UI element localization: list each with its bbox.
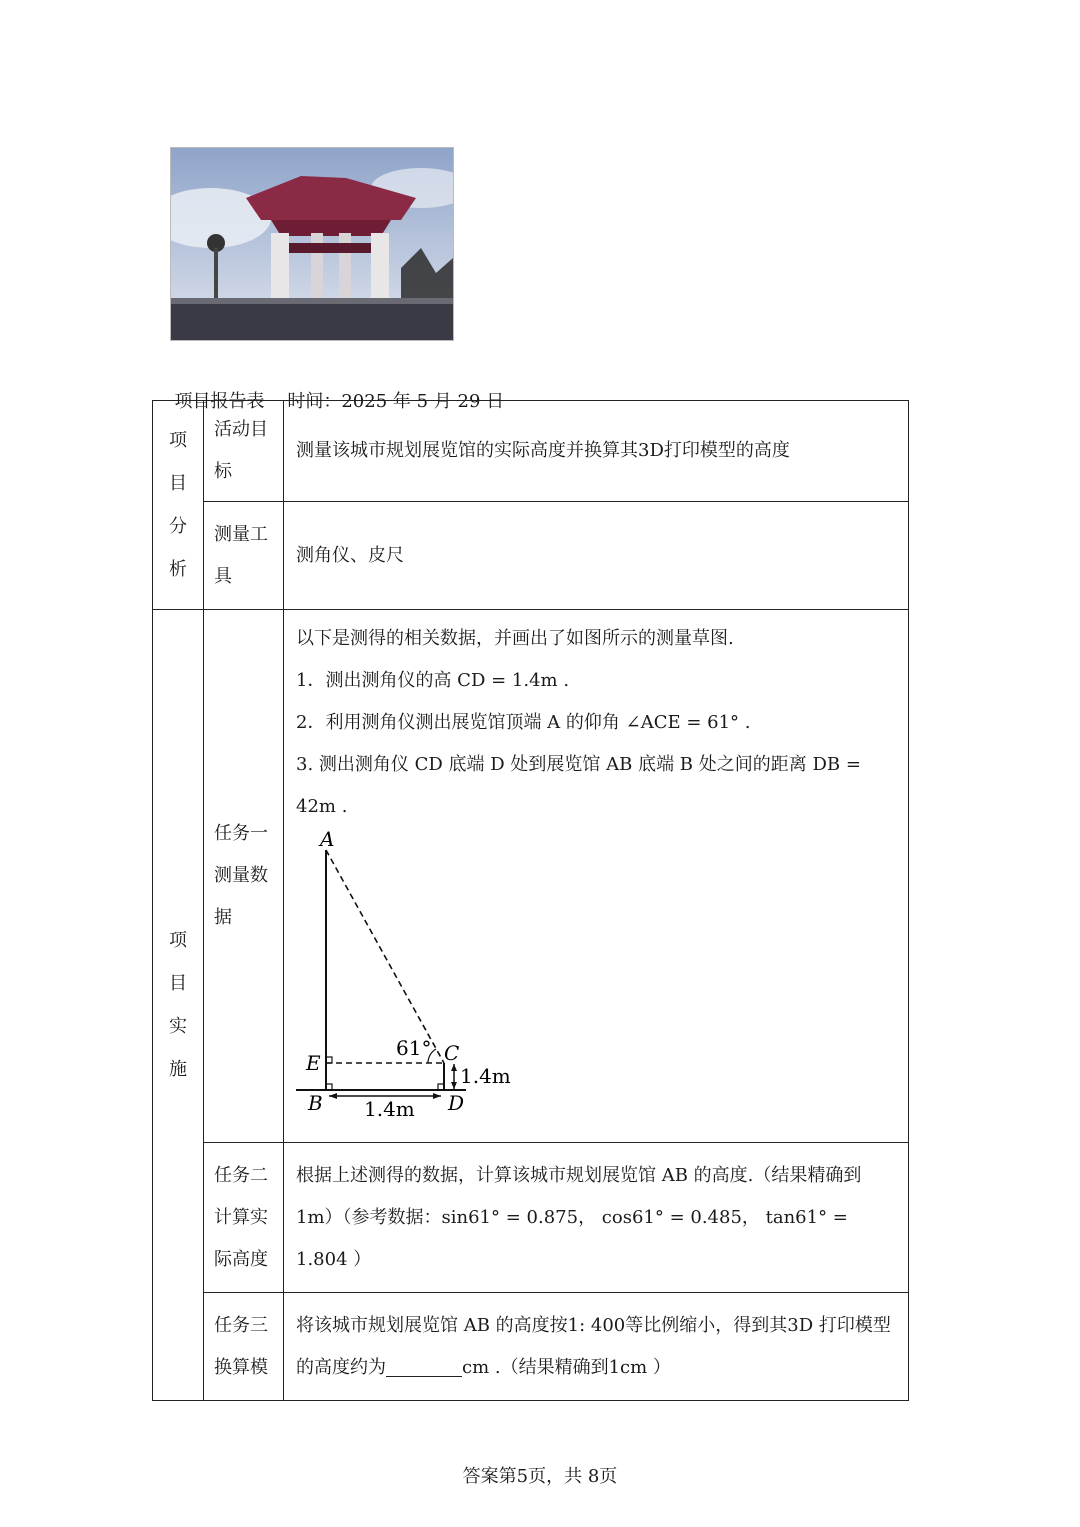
task1-item-1: 1．测出测角仪的高 CD = 1.4m .: [296, 670, 570, 691]
tools-text: 测角仪、皮尺: [284, 502, 909, 610]
sight-line-ac: [326, 850, 444, 1063]
task3-text-after: cm .（结果精确到1cm ）: [462, 1356, 671, 1378]
task1-item-3: 3. 测出测角仪 CD 底端 D 处到展览馆 AB 底端 B 处之间的距离 DB = 42m .: [296, 754, 861, 817]
implementation-label: 项 目 实 施: [153, 610, 204, 1401]
task1-label: 任务一测量数据: [204, 610, 284, 1143]
label-e: E: [306, 1051, 321, 1075]
goal-text: 测量该城市规划展览馆的实际高度并换算其3D打印模型的高度: [284, 401, 909, 502]
goal-label: 活动目标: [204, 401, 284, 502]
task1-intro: 以下是测得的相关数据，并画出了如图所示的测量草图.: [296, 628, 734, 649]
answer-blank[interactable]: [386, 1358, 462, 1377]
pavilion-photo: [170, 147, 454, 341]
measurement-diagram: [296, 828, 536, 1118]
task1-content: [284, 610, 909, 1143]
task1-item-2: 2．利用测角仪测出展览馆顶端 A 的仰角 ∠ACE = 61° .: [296, 712, 751, 733]
tools-label: 测量工具: [204, 502, 284, 610]
label-angle: 61°: [396, 1036, 432, 1060]
task3-content: [284, 1293, 909, 1401]
label-base: 1.4m: [364, 1097, 415, 1118]
report-time: 时间：2025 年 5 月 29 日: [287, 391, 505, 412]
label-a: A: [320, 828, 335, 851]
label-b: B: [308, 1091, 323, 1115]
label-d: D: [448, 1091, 465, 1115]
report-title: 项目报告表: [174, 391, 265, 412]
report-table: [152, 400, 909, 1401]
page-footer: 答案第5页，共 8页: [462, 1466, 618, 1487]
label-height: 1.4m: [460, 1064, 511, 1088]
analysis-label: 项 目 分 析: [153, 401, 204, 610]
task3-label: 任务三换算模: [204, 1293, 284, 1401]
task2-label: 任务二计算实际高度: [204, 1143, 284, 1293]
task3-text-before: 将该城市规划展览馆 AB 的高度按1: 400等比例缩小，得到其3D 打印模型的高度约为: [296, 1314, 891, 1378]
task2-text: 根据上述测得的数据，计算该城市规划展览馆 AB 的高度.（结果精确到1m）（参考数据：sin61° = 0.875， cos61° = 0.485， tan61° = 1.804 ）: [284, 1143, 909, 1293]
label-c: C: [444, 1041, 460, 1065]
